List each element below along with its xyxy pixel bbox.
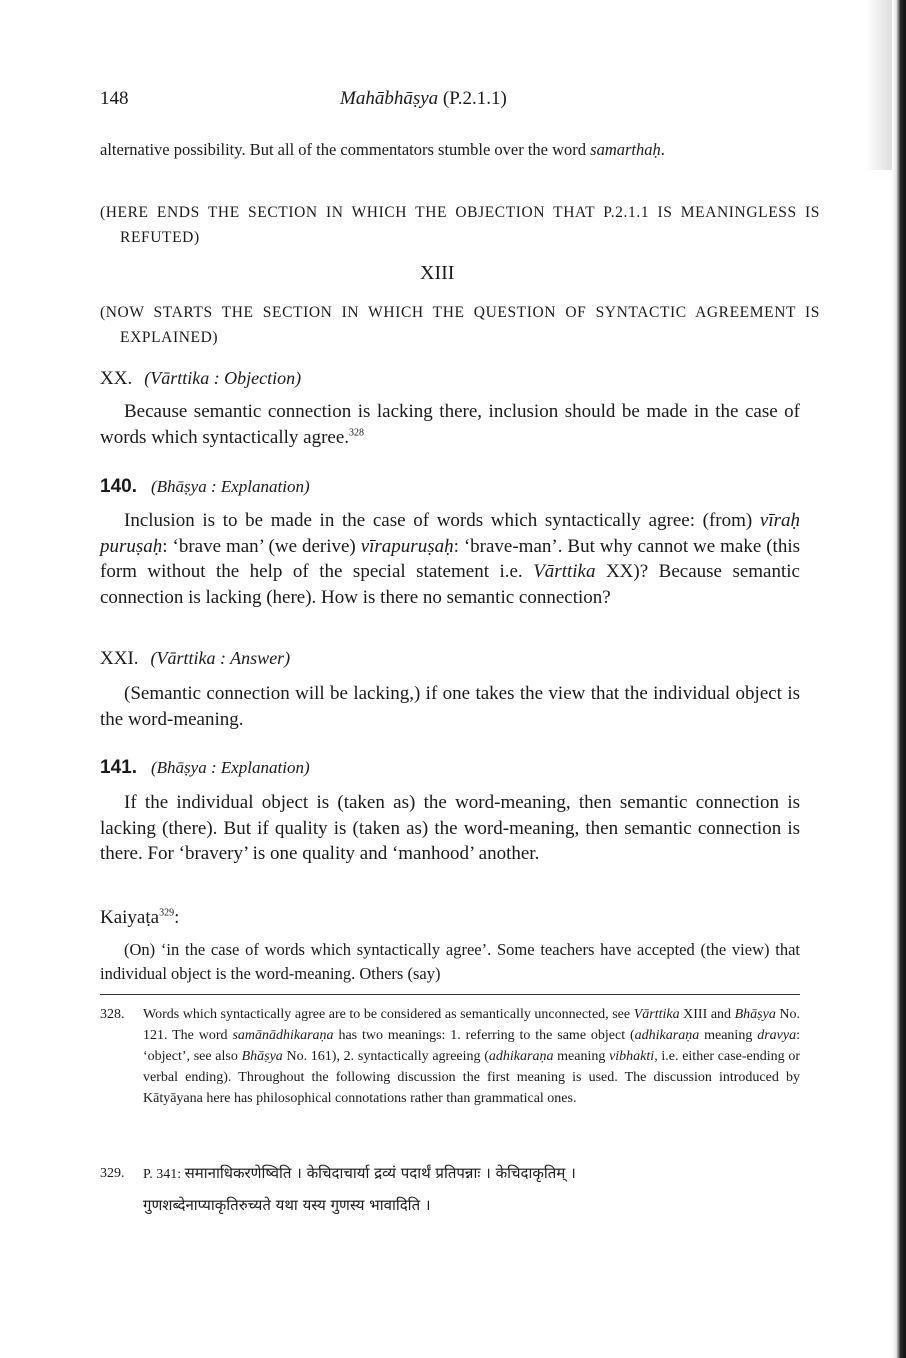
section-start-note: (NOW STARTS THE SECTION IN WHICH THE QUESTION OF SYNTACTIC AGREEMENT IS EXPLAINED) (100, 304, 820, 346)
kaiyata-text: (On) ‘in the case of words which syntactically agree’. Some teachers have accepted (the view) that individual object is the word-meaning. Others (say) (100, 940, 800, 983)
bhasya-141-number: 141. (100, 757, 137, 778)
footnote-329-body (143, 1163, 800, 1217)
bhasya-140-term1: vīraḥ puruṣaḥ (100, 510, 800, 557)
footnote-329-number: 329. (100, 1166, 125, 1181)
footnote-329-line1 (143, 1163, 800, 1185)
footnote-ref-328: 328 (349, 427, 365, 439)
fn328-k: : ‘object’, see also (143, 1028, 800, 1064)
footnote-329-line2 (143, 1195, 800, 1217)
varttika-xx-text (100, 399, 800, 450)
footnote-rule (100, 994, 800, 995)
varttika-xxi-text: (Semantic connection will be lacking,) if one takes the view that the individual object is the word-meaning. (100, 683, 800, 730)
bhasya-140-term2: vīrapuruṣaḥ (360, 535, 454, 557)
fn328-h: adhikaraṇa (634, 1028, 700, 1043)
footnote-328 (100, 1004, 800, 1109)
varttika-xxi-heading (100, 648, 800, 670)
section-end-note: (HERE ENDS THE SECTION IN WHICH THE OBJECTION THAT P.2.1.1 IS MEANINGLESS IS REFUTED) (100, 204, 820, 246)
varttika-xx-label: XX. (100, 368, 133, 389)
fn328-q: , i.e. either case-ending or verbal ending). Throughout the following discussion the first meaning is used. The discussion introduced by Kātyāyana here has philosophical connotations rather than grammatical ones. (143, 1049, 800, 1106)
fn328-g: has two meanings: 1. referring to the same object ( (333, 1028, 635, 1043)
bhasya-140-part4: XX)? Because semantic connection is lacking (here). How is there no semantic connection? (100, 561, 800, 608)
fn328-i: meaning (699, 1028, 758, 1043)
footnote-328-number: 328. (100, 1007, 125, 1022)
fn328-l: Bhāṣya (241, 1049, 283, 1064)
section-number: XIII (420, 262, 455, 284)
intro-paragraph (100, 138, 800, 162)
fn329-sanskrit-2: गुणशब्देनाप्याकृतिरुच्यते यथा यस्य गुणस्य भावादिति । (143, 1196, 431, 1214)
fn329-ref: P. 341: (143, 1167, 182, 1182)
kaiyata-heading (100, 905, 800, 931)
fn328-d: Bhāṣya (734, 1007, 776, 1022)
varttika-xxi-label: XXI. (100, 648, 139, 669)
bhasya-141-title: (Bhāṣya : Explanation) (150, 758, 310, 777)
bhasya-140-part1: Inclusion is to be made in the case of words which syntactically agree: (from) (124, 510, 760, 531)
running-title-work: Mahābhāṣya (340, 88, 439, 109)
scan-edge-noise (866, 0, 892, 170)
bhasya-140-term3: Vārttika (533, 561, 596, 582)
fn328-e: No. 121. The word (143, 1007, 801, 1043)
varttika-xxi-title: (Vārttika : Answer) (150, 648, 291, 668)
running-title-ref: (P.2.1.1) (442, 88, 507, 109)
bhasya-141-text: If the individual object is (taken as) the word-meaning, then semantic connection is lacking (there). But if quality is (taken as) the word-meaning, then semantic connection is there. For ‘bravery’ is one quality and ‘manhood’ another. (100, 792, 800, 864)
bhasya-140-heading (100, 476, 800, 498)
fn328-j: dravya (757, 1028, 797, 1043)
footnote-329 (100, 1163, 800, 1217)
varttika-xx-body: Because semantic connection is lacking there, inclusion should be made in the case of words which syntactically agree. (100, 401, 800, 448)
bhasya-140-part3: : ‘brave-man’. But why cannot we make (this form without the help of the special statement i.e. (100, 535, 800, 582)
fn328-c: XIII and (679, 1007, 735, 1022)
bhasya-140-number: 140. (100, 476, 137, 497)
footnote-328-body (143, 1004, 800, 1109)
bhasya-140-part2: : ‘brave man’ (we derive) (162, 535, 361, 557)
varttika-xx-title: (Vārttika : Objection) (144, 368, 302, 388)
running-header (100, 88, 800, 116)
page-number: 148 (100, 88, 129, 109)
intro-period: . (660, 140, 665, 159)
fn328-n: adhikaraṇa (488, 1049, 554, 1064)
fn329-sanskrit-1: समानाधिकरणेष्विति । केचिदाचार्या द्रव्यं पदार्थं प्रतिपन्नाः । केचिदाकृतिम् । (184, 1164, 576, 1182)
fn328-o: meaning (553, 1049, 610, 1064)
running-title (340, 88, 507, 110)
fn328-b: Vārttika (633, 1007, 680, 1022)
fn328-a: Words which syntactically agree are to be considered as semantically unconnected, see (143, 1007, 634, 1022)
fn328-f: samānādhikaraṇa (232, 1028, 334, 1043)
fn328-p: vibhakti (609, 1049, 655, 1064)
bhasya-140-text (100, 508, 800, 610)
bhasya-141-heading (100, 757, 800, 779)
fn328-m: No. 161), 2. syntactically agreeing ( (282, 1049, 489, 1064)
scan-edge-shadow (892, 0, 906, 1358)
kaiyata-label: Kaiyaṭa (100, 907, 160, 928)
bhasya-140-title: (Bhāṣya : Explanation) (150, 477, 310, 496)
intro-term: samarthaḥ (590, 140, 661, 159)
kaiyata-colon: : (174, 907, 180, 928)
footnote-ref-329: 329 (159, 907, 175, 919)
varttika-xx-heading (100, 368, 800, 390)
intro-line1: alternative possibility. But all of the commentators stumble over the word (100, 140, 587, 159)
